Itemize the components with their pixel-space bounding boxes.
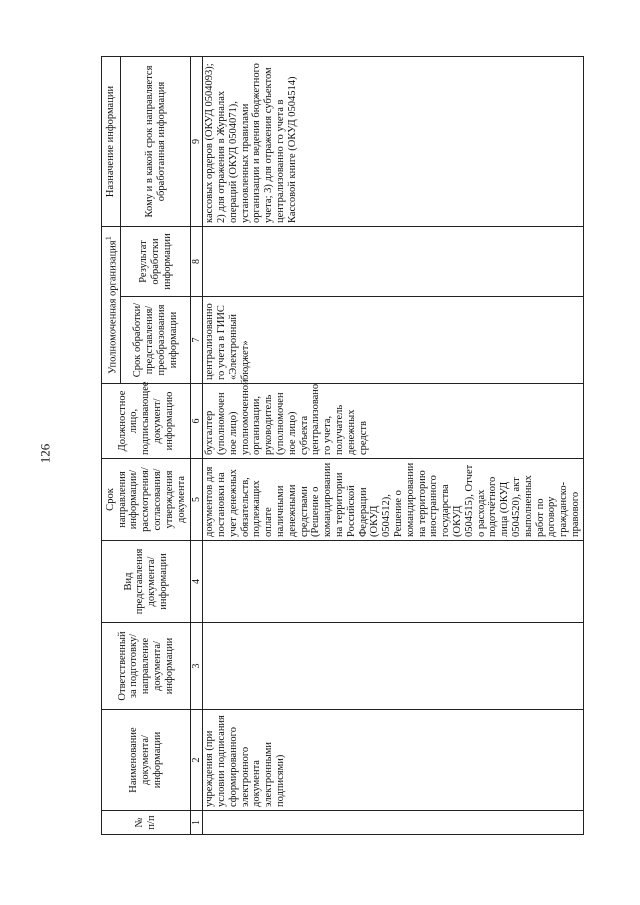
header-responsible: Ответственный за подготовку/ направление документа/ информации bbox=[102, 623, 191, 710]
cell-signing-official: бухгалтер (уполномочен ное лицо) уполномоченной организации, руководитель (уполномочен ное лицо) субъекта централизовано го учета, получатель денежных средств bbox=[203, 384, 584, 459]
header-recipient: Кому и в какой срок направляется обработанная информация bbox=[121, 57, 191, 227]
column-number-8: 8 bbox=[191, 227, 203, 297]
column-number-5: 5 bbox=[191, 459, 203, 541]
header-document-name: Наименование документа/ информации bbox=[102, 710, 191, 811]
table-row bbox=[203, 57, 584, 835]
header-number: № п/п bbox=[102, 811, 191, 835]
column-number-row bbox=[191, 57, 203, 835]
cell-presentation-type bbox=[203, 541, 584, 623]
document-table-wrapper bbox=[101, 57, 581, 835]
cell-processing-result bbox=[203, 227, 584, 297]
column-number-2: 2 bbox=[191, 710, 203, 811]
cell-responsible bbox=[203, 623, 584, 710]
column-number-7: 7 bbox=[191, 297, 203, 384]
cell-processing-deadline: централизованно го учета в ГИИС «Электронный бюджет» bbox=[203, 297, 584, 384]
column-number-3: 3 bbox=[191, 623, 203, 710]
document-table bbox=[101, 56, 584, 835]
cell-document-name: учреждения (при условии подписания сформированного электронного документа электронными подписями) bbox=[203, 710, 584, 811]
column-number-9: 9 bbox=[191, 57, 203, 227]
cell-deadline: документов для постановки на учет денежных обязательств, подлежащих оплате наличными денежными средствами (Решение о командировании на территории Российской Федерации (ОКУД 0504512), Решение о командировании на территорию иностранного государства (ОКУД 0504515), Отчет о расходах подотчётного лица (ОКУД 0504520), акт выполненных работ по договору гражданско-правового bbox=[203, 459, 584, 541]
cell-number bbox=[203, 811, 584, 835]
cell-recipient: кассовых ордеров (ОКУД 0504093); 2) для отражения в Журналах операций (ОКУД 0504071), установленных правилами организации и ведения бюджетного учета; 3) для отражения субъектом централизованно го учета в Кассовой книге (ОКУД 0504514) bbox=[203, 57, 584, 227]
header-row-top bbox=[102, 57, 121, 835]
footnote-marker: 1 bbox=[103, 235, 113, 241]
header-authorized-organization bbox=[102, 227, 121, 384]
rotated-table-area bbox=[101, 57, 581, 835]
column-number-4: 4 bbox=[191, 541, 203, 623]
header-signing-official: Должностное лицо, подписывающее документ/ информацию bbox=[102, 384, 191, 459]
column-number-6: 6 bbox=[191, 384, 203, 459]
header-processing-result: Результат обработки информации bbox=[121, 227, 191, 297]
header-authorized-organization-label: Уполномоченная организация bbox=[107, 240, 119, 375]
header-presentation-type: Вид представления документа/ информации bbox=[102, 541, 191, 623]
header-deadline: Срок направления информации/ рассмотрения/ согласования/ утверждения документа bbox=[102, 459, 191, 541]
header-processing-deadline: Срок обработки/ представления/ преобразования информации bbox=[121, 297, 191, 384]
page-number: 126 bbox=[37, 443, 53, 464]
column-number-1: 1 bbox=[191, 811, 203, 835]
header-info-destination: Назначение информации bbox=[102, 57, 121, 227]
